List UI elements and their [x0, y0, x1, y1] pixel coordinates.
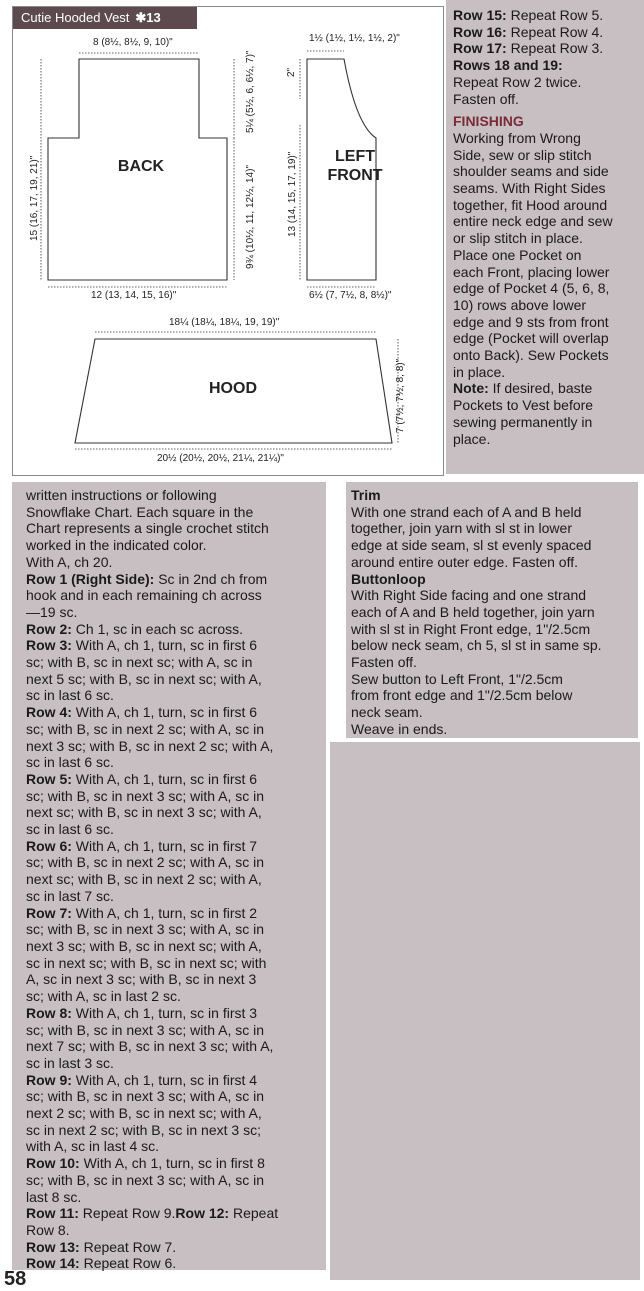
- right-top-line: [453, 91, 639, 108]
- instructions-line: [26, 771, 322, 788]
- instructions-row-text: sc; with B, sc in next 2 sc; with A, sc in: [26, 854, 265, 871]
- instructions-row-text: sc; with B, sc in next 3 sc; with A, sc in: [26, 1171, 265, 1188]
- instructions-line: [26, 938, 322, 955]
- finishing-line: edge of Pocket 4 (5, 6, 8,: [453, 280, 610, 297]
- instructions-line: [26, 788, 322, 805]
- buttonloop-line: with sl st in Right Front edge, 1"/2.5cm: [351, 620, 591, 637]
- trim-line: edge at side seam, sl st evenly spaced: [351, 537, 592, 554]
- instructions-line: [26, 554, 322, 571]
- hood-top-width: 18¼ (18¼, 18¼, 19, 19)": [169, 317, 280, 328]
- instructions-line: [26, 955, 322, 972]
- instructions-line: [26, 687, 322, 704]
- right-top-row-text: Repeat Row 5.: [506, 7, 604, 23]
- instructions-line: [26, 1105, 322, 1122]
- instructions-row-text: sc; with B, sc in next sc; with A, sc in: [26, 654, 253, 671]
- instructions-row-text: sc in next 2 sc; with B, sc in next 3 sc;: [26, 1121, 261, 1138]
- front-top-width: 1½ (1½, 1½, 1½, 2)": [309, 33, 400, 44]
- instructions-row-text: sc in next sc; with B, sc in next sc; with: [26, 954, 267, 971]
- right-top-line: [453, 24, 639, 41]
- trim-line: around entire outer edge. Fasten off.: [351, 553, 579, 570]
- instructions-row-text: sc in last 6 sc.: [26, 754, 114, 771]
- hood-bottom-width: 20½ (20½, 20½, 21¼, 21¼)": [157, 453, 284, 464]
- instructions-row-text: With A, ch 1, turn, sc in first 8: [79, 1155, 265, 1172]
- finishing-line: shoulder seams and side: [453, 163, 609, 180]
- right-top-row-text: Fasten off.: [453, 90, 519, 107]
- empty-panel: [330, 742, 640, 1280]
- instructions-row-text: sc in last 6 sc.: [26, 821, 114, 838]
- note-line-2: Pockets to Vest before: [453, 397, 594, 414]
- front-label: [319, 147, 391, 185]
- instructions-row-text: next sc; with B, sc in next 2 sc; with A,: [26, 871, 262, 888]
- instructions-row-label: Row 14:: [26, 1255, 80, 1272]
- instructions-line: [26, 1222, 322, 1239]
- row-list-15-19: [453, 7, 639, 107]
- instructions-row-text: sc; with B, sc in next 2 sc; with A, sc in: [26, 720, 265, 737]
- instructions-line: [26, 1038, 322, 1055]
- finishing-line: onto Back). Sew Pockets: [453, 347, 609, 364]
- right-top-line: [453, 74, 639, 91]
- instructions-line: [26, 571, 322, 588]
- instructions-line: [26, 854, 322, 871]
- instructions-row-text: A, sc in next 3 sc; with B, sc in next 3: [26, 971, 257, 988]
- instructions-row-label: Row 2:: [26, 620, 72, 637]
- instructions-row-text: With A, ch 1, turn, sc in first 6: [71, 637, 258, 654]
- page-number: 58: [4, 1268, 27, 1290]
- schematic-diagram: [12, 6, 444, 476]
- instructions-row-text: Sc in 2nd ch from: [154, 570, 268, 587]
- instructions-line: [26, 621, 322, 638]
- instructions-row-label: Row 9:: [26, 1071, 72, 1088]
- instructions-row-text: Repeat Row 9.: [78, 1205, 176, 1222]
- finishing-line: each Front, placing lower: [453, 263, 610, 280]
- pattern-number: ✱13: [135, 10, 161, 25]
- instructions-line: [26, 487, 322, 504]
- note-line-4: place.: [453, 430, 491, 447]
- instructions-line: [26, 1122, 322, 1139]
- instructions-line: [26, 1088, 322, 1105]
- instructions-row-text: Repeat: [229, 1205, 279, 1222]
- back-shoulder-height: 5¼ (5½, 6, 6½, 7)": [245, 50, 256, 133]
- instructions-row-text: With A, ch 1, turn, sc in first 6: [71, 770, 258, 787]
- instructions-line: [26, 838, 322, 855]
- right-top-line: [453, 7, 639, 24]
- instructions-line: [26, 1055, 322, 1072]
- instructions-line: [26, 738, 322, 755]
- instructions-row-text: Ch 1, sc in each sc across.: [71, 620, 244, 637]
- instructions-row-label: Row 12:: [175, 1205, 230, 1222]
- instructions-row-text: With A, ch 1, turn, sc in first 3: [71, 1004, 258, 1021]
- finishing-line: entire neck edge and sew: [453, 213, 613, 230]
- instructions-row-text: written instructions or following: [26, 487, 217, 503]
- front-label-line2: FRONT: [327, 167, 383, 184]
- hood-label: HOOD: [209, 380, 257, 397]
- buttonloop-line: from front edge and 1"/2.5cm below: [351, 687, 573, 704]
- buttonloop-line: each of A and B held together, join yarn: [351, 603, 595, 620]
- note-line-3: sewing permanently in: [453, 413, 593, 430]
- instructions-row-text: With A, ch 20.: [26, 553, 113, 570]
- right-top-row-text: Repeat Row 3.: [506, 40, 604, 57]
- instructions-line: [26, 971, 322, 988]
- right-top-row-label: Row 15:: [453, 7, 507, 23]
- instructions-row-text: next 3 sc; with B, sc in next 2 sc; with A,: [26, 737, 274, 754]
- instructions-line: [26, 1205, 322, 1222]
- instructions-line: [26, 704, 322, 721]
- instructions-row-text: With A, ch 1, turn, sc in first 7: [71, 837, 258, 854]
- instructions-row-label: Row 1 (Right Side):: [26, 570, 155, 587]
- finishing-heading: FINISHING: [453, 113, 524, 130]
- instructions-row-text: with A, sc in last 4 sc.: [26, 1138, 160, 1155]
- back-label: BACK: [117, 158, 165, 175]
- instructions-row-text: next sc; with B, sc in next 3 sc; with A,: [26, 804, 262, 821]
- finishing-line: together, fit Hood around: [453, 196, 608, 213]
- instructions-line: [26, 637, 322, 654]
- trim-line: together, join yarn with sl st in lower: [351, 520, 572, 537]
- instructions-line: [26, 1138, 322, 1155]
- instructions-row-text: next 5 sc; with B, sc in next sc; with A,: [26, 670, 262, 687]
- instructions-row-text: sc in last 7 sc.: [26, 887, 114, 904]
- instructions-row-text: With A, ch 1, turn, sc in first 6: [71, 704, 258, 721]
- right-top-line: [453, 40, 639, 57]
- finishing-line: edge and 9 sts from front: [453, 313, 609, 330]
- trim-line: With one strand each of A and B held: [351, 503, 582, 520]
- instructions-row-label: Row 5:: [26, 770, 72, 787]
- front-bottom-width: 6½ (7, 7½, 8, 8½)": [309, 290, 392, 301]
- front-height: 13 (14, 15, 17, 19)": [287, 151, 298, 237]
- finishing-line: or slip stitch in place.: [453, 230, 583, 247]
- note-line-1: If desired, baste: [488, 380, 593, 397]
- finishing-line: edge (Pocket will overlap: [453, 330, 609, 347]
- instructions-row-text: Repeat Row 7.: [79, 1238, 177, 1255]
- instructions-line: [26, 988, 322, 1005]
- instructions-row-text: sc; with B, sc in next 3 sc; with A, sc in: [26, 787, 265, 804]
- instructions-row-label: Row 4:: [26, 704, 72, 721]
- instructions-row-text: sc in last 3 sc.: [26, 1054, 114, 1071]
- instructions-row-text: —19 sc.: [26, 603, 78, 620]
- instructions-row-label: Row 10:: [26, 1155, 80, 1172]
- instructions-line: [26, 520, 322, 537]
- finishing-line: Working from Wrong: [453, 129, 581, 146]
- instructions-row-label: Row 6:: [26, 837, 72, 854]
- buttonloop-line: With Right Side facing and one strand: [351, 587, 587, 604]
- instructions-row-text: hook and in each remaining ch across: [26, 587, 262, 604]
- instructions-line: [26, 1255, 322, 1272]
- buttonloop-line: Fasten off.: [351, 654, 417, 671]
- instructions-row-label: Row 3:: [26, 637, 72, 654]
- instructions-row-text: sc; with B, sc in next 3 sc; with A, sc in: [26, 1088, 265, 1105]
- instructions-row-text: Row 8.: [26, 1221, 70, 1238]
- buttonloop-line: below neck seam, ch 5, sl st in same sp.: [351, 637, 602, 654]
- right-top-row-text: Repeat Row 2 twice.: [453, 73, 582, 90]
- buttonloop-heading: Buttonloop: [351, 570, 426, 587]
- back-top-width: 8 (8½, 8½, 9, 10)": [93, 37, 173, 48]
- instructions-row-text: Snowflake Chart. Each square in the: [26, 503, 254, 520]
- instructions-row-text: Repeat Row 6.: [79, 1255, 177, 1272]
- instructions-line: [26, 504, 322, 521]
- instructions-line: [26, 1022, 322, 1039]
- instructions-row-text: sc; with B, sc in next 3 sc; with A, sc in: [26, 1021, 265, 1038]
- instructions-line: [26, 821, 322, 838]
- instructions-row-text: last 8 sc.: [26, 1188, 82, 1205]
- instructions-line: [26, 921, 322, 938]
- finishing-line: Side, sew or slip stitch: [453, 146, 592, 163]
- right-top-text: [453, 7, 639, 447]
- back-side-height: 9¾ (10½, 11, 12½, 14)": [245, 165, 256, 269]
- back-bottom-width: 12 (13, 14, 15, 16)": [91, 290, 177, 301]
- right-top-line: [453, 57, 639, 74]
- finishing-line: 10) rows above lower: [453, 296, 587, 313]
- back-total-height: 15 (16, 17, 19, 21)": [29, 155, 40, 241]
- instructions-line: [26, 905, 322, 922]
- schematic-drawing: [13, 7, 443, 475]
- trim-buttonloop-text: [351, 487, 637, 738]
- finishing-text: [453, 130, 639, 381]
- instructions-line: [26, 1189, 322, 1206]
- instructions-line: [26, 804, 322, 821]
- trim-text: [351, 504, 637, 571]
- instructions-line: [26, 654, 322, 671]
- instructions-line: [26, 754, 322, 771]
- pattern-title: Cutie Hooded Vest: [21, 10, 130, 25]
- finishing-note: [453, 380, 639, 397]
- instructions-row-text: With A, ch 1, turn, sc in first 2: [71, 904, 258, 921]
- right-top-row-label: Row 16:: [453, 23, 507, 40]
- buttonloop-text: [351, 587, 637, 737]
- right-top-row-label: Row 17:: [453, 40, 507, 57]
- instructions-line: [26, 1155, 322, 1172]
- buttonloop-line: Weave in ends.: [351, 720, 448, 737]
- instructions-row-text: With A, ch 1, turn, sc in first 4: [71, 1071, 258, 1088]
- instructions-row-text: next 7 sc; with B, sc in next 3 sc; with A,: [26, 1038, 274, 1055]
- instructions-row-label: Row 8:: [26, 1004, 72, 1021]
- trim-heading: Trim: [351, 487, 381, 503]
- right-top-row-label: Rows 18 and 19:: [453, 57, 563, 74]
- instructions-line: [26, 587, 322, 604]
- instructions-row-text: next 2 sc; with B, sc in next sc; with A,: [26, 1105, 262, 1122]
- instructions-line: [26, 871, 322, 888]
- instructions-line: [26, 604, 322, 621]
- instructions-row-text: next 3 sc; with B, sc in next sc; with A,: [26, 937, 262, 954]
- instructions-line: [26, 1005, 322, 1022]
- front-label-line1: LEFT: [335, 148, 375, 165]
- buttonloop-line: Sew button to Left Front, 1"/2.5cm: [351, 670, 563, 687]
- instructions-row-text: sc; with A, sc in last 2 sc.: [26, 988, 181, 1005]
- instructions-line: [26, 721, 322, 738]
- finishing-line: seams. With Right Sides: [453, 180, 606, 197]
- instructions-line: [26, 1072, 322, 1089]
- front-neck-drop: 2": [286, 67, 297, 77]
- instructions-row-text: worked in the indicated color.: [26, 537, 207, 554]
- note-label: Note:: [453, 380, 489, 397]
- instructions-line: [26, 1239, 322, 1256]
- instructions-row-text: sc in last 6 sc.: [26, 687, 114, 704]
- finishing-line: Place one Pocket on: [453, 246, 582, 263]
- hood-side-height: 7 (7½, 7½, 8, 8)": [395, 358, 406, 433]
- instructions-line: [26, 1172, 322, 1189]
- pattern-title-bar: [13, 7, 197, 29]
- left-column-text: [26, 487, 322, 1272]
- instructions-row-label: Row 13:: [26, 1238, 80, 1255]
- instructions-line: [26, 537, 322, 554]
- instructions-row-text: sc; with B, sc in next 3 sc; with A, sc in: [26, 921, 265, 938]
- instructions-line: [26, 888, 322, 905]
- buttonloop-line: neck seam.: [351, 704, 423, 721]
- finishing-line: in place.: [453, 363, 506, 380]
- instructions-line: [26, 671, 322, 688]
- instructions-row-text: Chart represents a single crochet stitch: [26, 520, 269, 537]
- instructions-row-label: Row 11:: [26, 1205, 79, 1222]
- right-top-row-text: Repeat Row 4.: [506, 23, 604, 40]
- instructions-row-label: Row 7:: [26, 904, 72, 921]
